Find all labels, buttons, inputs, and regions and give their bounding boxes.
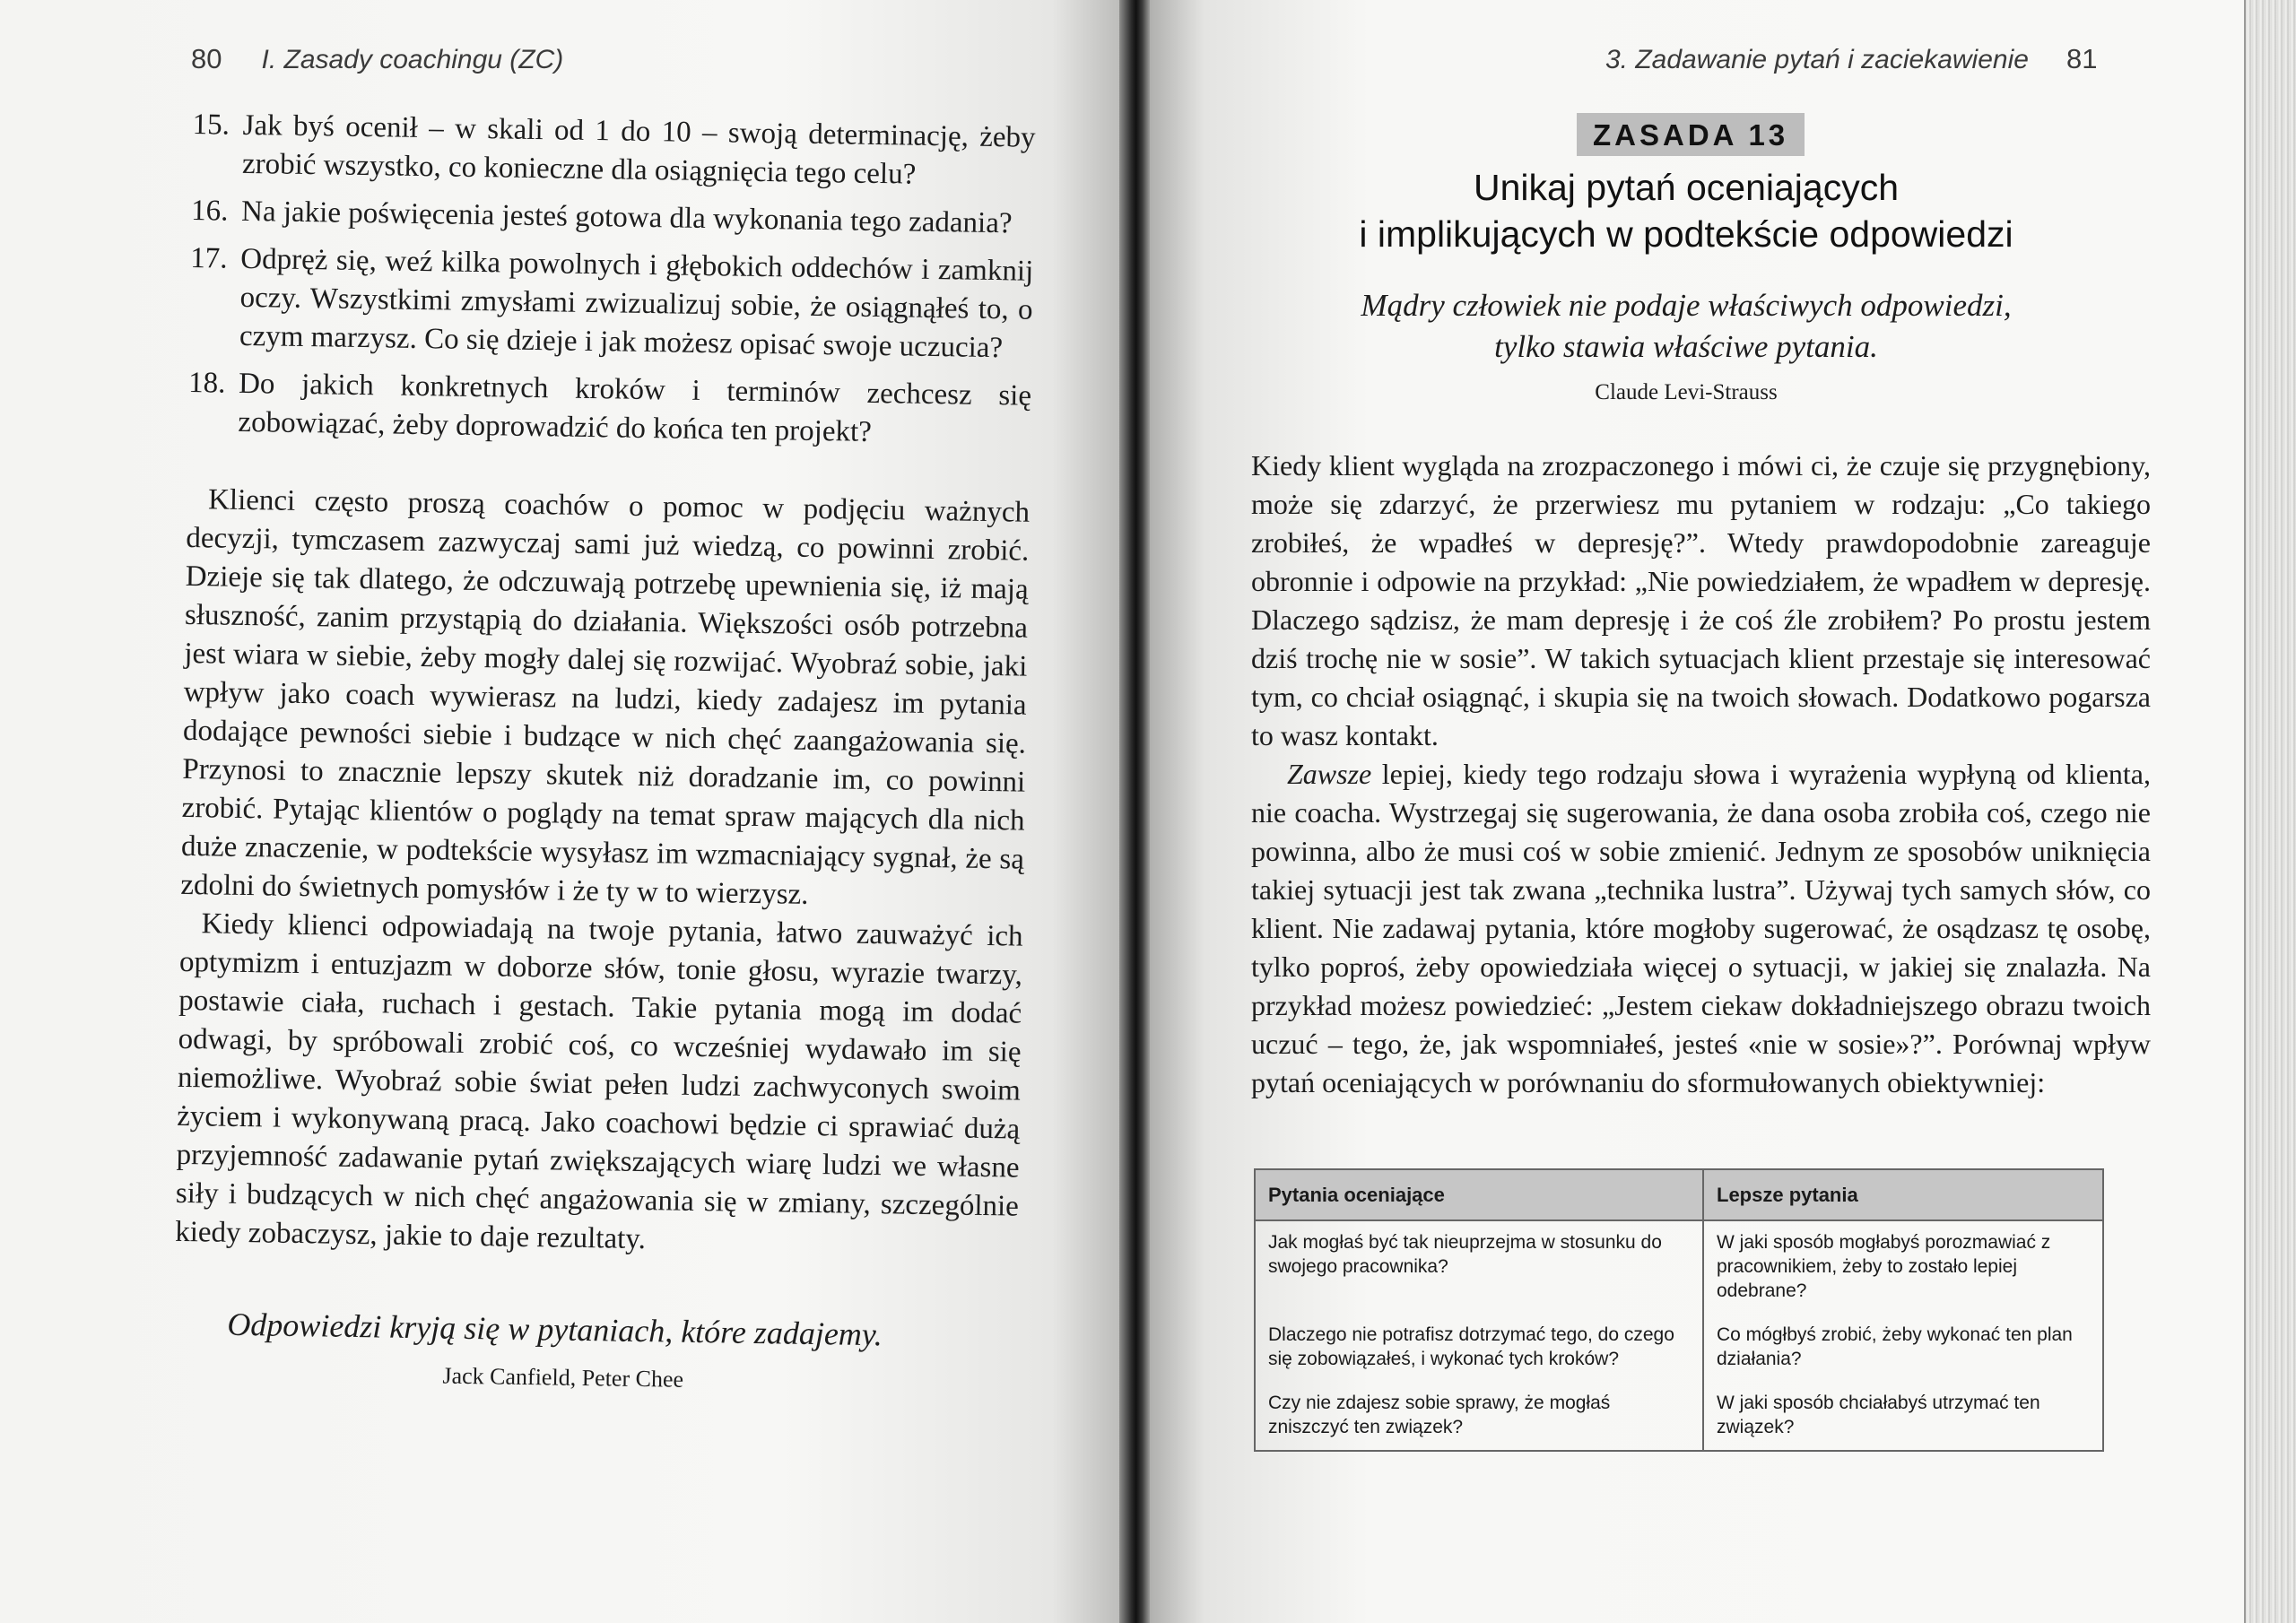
table-cell: W jaki sposób mogłabyś porozmawiać z pracownikiem, żeby to zostało lepiej odebrane? xyxy=(1703,1220,2103,1314)
question-number: 17. xyxy=(190,241,228,275)
running-head-left xyxy=(191,43,563,75)
epigraph-line: Mądry człowiek nie podaje właściwych odpowiedzi, xyxy=(1361,288,2012,323)
table-cell: Jak mogłaś być tak nieuprzejma w stosunku do swojego pracownika? xyxy=(1255,1220,1703,1314)
table-header-row xyxy=(1255,1169,2103,1220)
page-number-left: 80 xyxy=(191,43,222,74)
table-row xyxy=(1255,1314,2103,1382)
section-title-line: Unikaj pytań oceniających xyxy=(1473,167,1900,208)
emphasis: Zawsze xyxy=(1287,758,1372,790)
question-text: Na jakie poświęcenia jesteś gotowa dla wykonania tego zadania? xyxy=(240,195,1013,240)
table-cell: Dlaczego nie potrafisz dotrzymać tego, do czego się zobowiązałeś, i wykonać tych kroków? xyxy=(1255,1314,1703,1382)
page-number-right: 81 xyxy=(2066,43,2098,74)
book-spine xyxy=(1119,0,1150,1623)
left-page xyxy=(0,0,1119,1623)
question-list xyxy=(187,106,1036,455)
closing-quote-author: Jack Canfield, Peter Chee xyxy=(442,1362,684,1393)
list-item xyxy=(191,192,1035,244)
list-item xyxy=(189,239,1034,369)
section-title xyxy=(1193,164,2179,257)
comparison-table xyxy=(1254,1168,2104,1452)
epigraph-author: Claude Levi-Strauss xyxy=(1595,380,1778,404)
paragraph-text: lepiej, kiedy tego rodzaju słowa i wyrażenia wypłyną od klienta, nie coacha. Wystrzegaj się sugerowania, że dana osoba zrobiła coś, czego nie powinna, albo że musi coś w sobie zmienić. Jednym ze sposobów uniknięcia takiej sytuacji jest tak zwana „technika lustra”. Używaj tych samych słów, co klient. Nie zadawaj pytania, które mogłoby sugerować, że osądzasz tę osobę, tylko poproś, żeby opowiedziała więcej o sytuacji, w jakiej się znalazła. Na przykład możesz powiedzieć: „Jestem ciekaw dokładniejszego obrazu twoich uczuć – tego, że, jak wspomniałeś, jesteś «nie w sosie»?”. Porównaj wpływ pytań oceniających w porównaniu do sformułowanych obiektywniej: xyxy=(1251,758,2151,1098)
left-body xyxy=(172,106,1035,1404)
column-header: Pytania oceniające xyxy=(1255,1169,1703,1220)
table-row xyxy=(1255,1220,2103,1314)
question-number: 18. xyxy=(187,366,226,400)
running-head-right-title: 3. Zadawanie pytań i zaciekawienie xyxy=(1605,45,2029,74)
paragraph: Klienci często proszą coachów o pomoc w podjęciu ważnych decyzji, tymczasem zazwyczaj sami już wiedzą, co powinni zrobić. Dzieje się tak dlatego, że odczuwają potrzebę upewnienia się, iż mają słuszność, zanim przystąpią do działania. Większości osób potrzebna jest wiara w siebie, żeby mogły dalej się rozwijać. Wyobraź sobie, jaki wpływ jako coach wywierasz na ludzi, kiedy zadajesz im pytania dodające pewności siebie i budzące w nich chęć zaangażowania się. Przynosi to znacznie lepszy skutek niż doradzanie im, co powinni zrobić. Pytając klientów o poglądy na temat spraw mających dla nich duże znaczenie, w podtekście wysyłasz im wzmacniający sygnał, że są zdolni do świetnych pomysłów i że ty w to wierzysz. xyxy=(180,483,1031,911)
right-body xyxy=(1251,447,2151,1102)
rule-badge: ZASADA 13 xyxy=(1577,113,1805,156)
list-item xyxy=(192,106,1036,196)
running-head-right xyxy=(1605,43,2097,75)
question-number: 15. xyxy=(192,108,230,142)
list-item xyxy=(187,364,1031,455)
column-header: Lepsze pytania xyxy=(1703,1169,2103,1220)
paragraph xyxy=(1251,755,2151,1102)
epigraph-line: tylko stawia właściwe pytania. xyxy=(1494,329,1878,364)
paragraph: Kiedy klienci odpowiadają na twoje pytania, łatwo zauważyć ich optymizm i entuzjazm w doborze słów, tonie głosu, wyrazie twarzy, postawie ciała, ruchach i gestach. Takie pytania mogą im dodać odwagi, by spróbowali zrobić coś, co wcześniej wydawało im się niemożliwe. Wyobraź sobie świat pełen ludzi zachwyconych swoim życiem i wykonywaną pracą. Jako coachowi będzie ci sprawiać dużą przyjemność zadawanie pytań zwiększających wiarę ludzi we własne siły i budzących w nich chęć angażowania się w zmiany, szczególnie kiedy zobaczysz, jakie to daje rezultaty. xyxy=(174,907,1023,1256)
page-edges xyxy=(2244,0,2296,1623)
table-cell: W jaki sposób chciałabyś utrzymać ten związek? xyxy=(1703,1382,2103,1451)
question-text: Odpręż się, weź kilka powolnych i głębokich oddechów i zamknij oczy. Wszystkimi zmysłami zwizualizuj sobie, że osiągnąłeś to, o czym marzysz. Co się dzieje i jak możesz opisać swoje uczucia? xyxy=(239,242,1034,365)
epigraph xyxy=(1193,285,2179,368)
table-cell: Co mógłbyś zrobić, żeby wykonać ten plan działania? xyxy=(1703,1314,2103,1382)
running-head-left-title: I. Zasady coachingu (ZC) xyxy=(261,45,564,74)
question-text: Do jakich konkretnych kroków i terminów zechcesz się zobowiązać, żeby doprowadzić do końca ten projekt? xyxy=(238,367,1032,448)
question-text: Jak byś ocenił – w skali od 1 do 10 – swoją determinację, żeby zrobić wszystko, co konieczne dla osiągnięcia tego celu? xyxy=(241,108,1036,191)
question-number: 16. xyxy=(190,194,229,228)
table-cell: Czy nie zdajesz sobie sprawy, że mogłaś zniszczyć ten związek? xyxy=(1255,1382,1703,1451)
table-row xyxy=(1255,1382,2103,1451)
rule-badge-wrap xyxy=(1577,113,1805,156)
closing-quote: Odpowiedzi kryją się w pytaniach, które zadajemy. xyxy=(227,1306,883,1353)
section-title-line: i implikujących w podtekście odpowiedzi xyxy=(1359,213,2013,255)
paragraph: Kiedy klient wygląda na zrozpaczonego i mówi ci, że czuje się przygnębiony, może się zdarzyć, że przerwiesz mu pytaniem w rodzaju: „Co takiego zrobiłeś, że wpadłeś w depresję?”. Wtedy prawdopodobnie zareaguje obronnie i odpowie na przykład: „Nie powiedziałem, że wpadłem w depresję. Dlaczego sądzisz, że mam depresję i że coś źle zrobiłem? Po prostu jestem dziś trochę nie w sosie”. W takich sytuacjach klient przestaje się interesować tym, co chciał osiągnąć, i skupia się na twoich słowach. Dodatkowo pogarsza to wasz kontakt. xyxy=(1251,449,2151,751)
